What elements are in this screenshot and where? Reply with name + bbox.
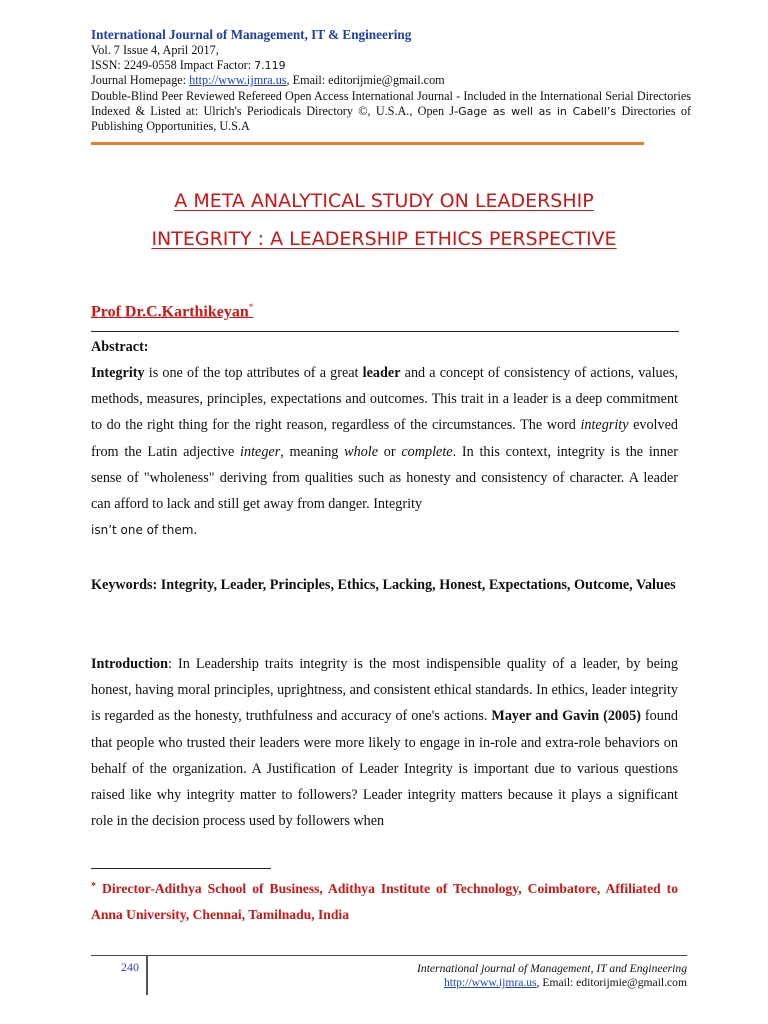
author-divider bbox=[91, 331, 679, 332]
issn-line: ISSN: 2249-0558 Impact Factor: 7.119 bbox=[91, 58, 286, 73]
indexing-note: Double-Blind Peer Reviewed Refereed Open Access International Journal - Included in the International Serial Directories Indexed & Listed at: Ulrich's Periodicals Directory ©, U.S.A., Open J-Gage as well as in Cabell’s Directories of Publishing Opportunities, U.S.A bbox=[91, 88, 692, 134]
journal-homepage-link[interactable]: http://www.ijmra.us bbox=[189, 73, 287, 88]
page-number: 240 bbox=[121, 960, 139, 974]
abstract-paragraph: Integrity is one of the top attributes of a great leader and a concept of consistency of actions, values, methods, measures, principles, expectations and outcomes. This trait in a leader is a deep commitment to do the right thing for the right reason, regardless of the circumstances. The word integrity evolved from the Latin adjective integer, meaning whole or complete. In this context, integrity is the inner sense of "wholeness" deriving from qualities such as honesty and consistency of character. A leader can afford to lack and still get away from danger. Integrity isn’t one of them. bbox=[91, 365, 679, 539]
journal-title: International Journal of Management, IT & Engineering bbox=[91, 27, 412, 42]
author-affiliation-footnote: * Director-Adithya School of Business, Adithya Institute of Technology, Coimbatore, Affiliated to Anna University, Chennai, Tamilnadu, India bbox=[91, 881, 678, 922]
author-name: Prof Dr.C.Karthikeyan* bbox=[91, 302, 254, 321]
impact-factor: 7.119 bbox=[254, 59, 286, 73]
footer-journal-name: International journal of Management, IT and Engineering bbox=[417, 962, 687, 975]
footer-homepage-link[interactable]: http://www.ijmra.us bbox=[443, 976, 537, 989]
keywords: Keywords: Integrity, Leader, Principles, Ethics, Lacking, Honest, Expectations, Outcome, Values bbox=[91, 577, 676, 593]
abstract-heading: Abstract: bbox=[91, 339, 149, 355]
paper-title-line-1: A META ANALYTICAL STUDY ON LEADERSHIP bbox=[174, 190, 594, 212]
footer-divider bbox=[91, 955, 687, 956]
author-footnote-mark: * bbox=[248, 302, 254, 312]
journal-header bbox=[91, 27, 691, 134]
footnote-divider bbox=[91, 868, 271, 869]
introduction-label: Introduction bbox=[91, 656, 168, 672]
citation: Mayer and Gavin (2005) bbox=[491, 708, 641, 725]
volume-line: Vol. 7 Issue 4, April 2017, bbox=[91, 43, 219, 57]
header-divider bbox=[91, 142, 644, 145]
footer-vertical-bar bbox=[146, 955, 148, 995]
paper-title-line-2: INTEGRITY : A LEADERSHIP ETHICS PERSPECTIVE bbox=[151, 228, 617, 250]
homepage-line: Journal Homepage: http://www.ijmra.us, Email: editorijmie@gmail.com bbox=[91, 73, 445, 88]
footer-info: International journal of Management, IT and Engineering http://www.ijmra.us, Email: editorijmie@gmail.com bbox=[417, 962, 687, 989]
introduction-paragraph: Introduction: In Leadership traits integrity is the most indispensible quality of a leader, by being honest, having moral principles, uprightness, and consistent ethical standards. In ethics, leader integrity is regarded as the honesty, truthfulness and accuracy of one's actions. Mayer and Gavin (2005) found that people who trusted their leaders were more likely to engage in in-role and extra-role behaviors on behalf of the organization. A Justification of Leader Integrity is important due to various questions raised like why integrity matter to followers? Leader integrity matters because it plays a significant role in the decision process used by followers when bbox=[91, 656, 679, 830]
